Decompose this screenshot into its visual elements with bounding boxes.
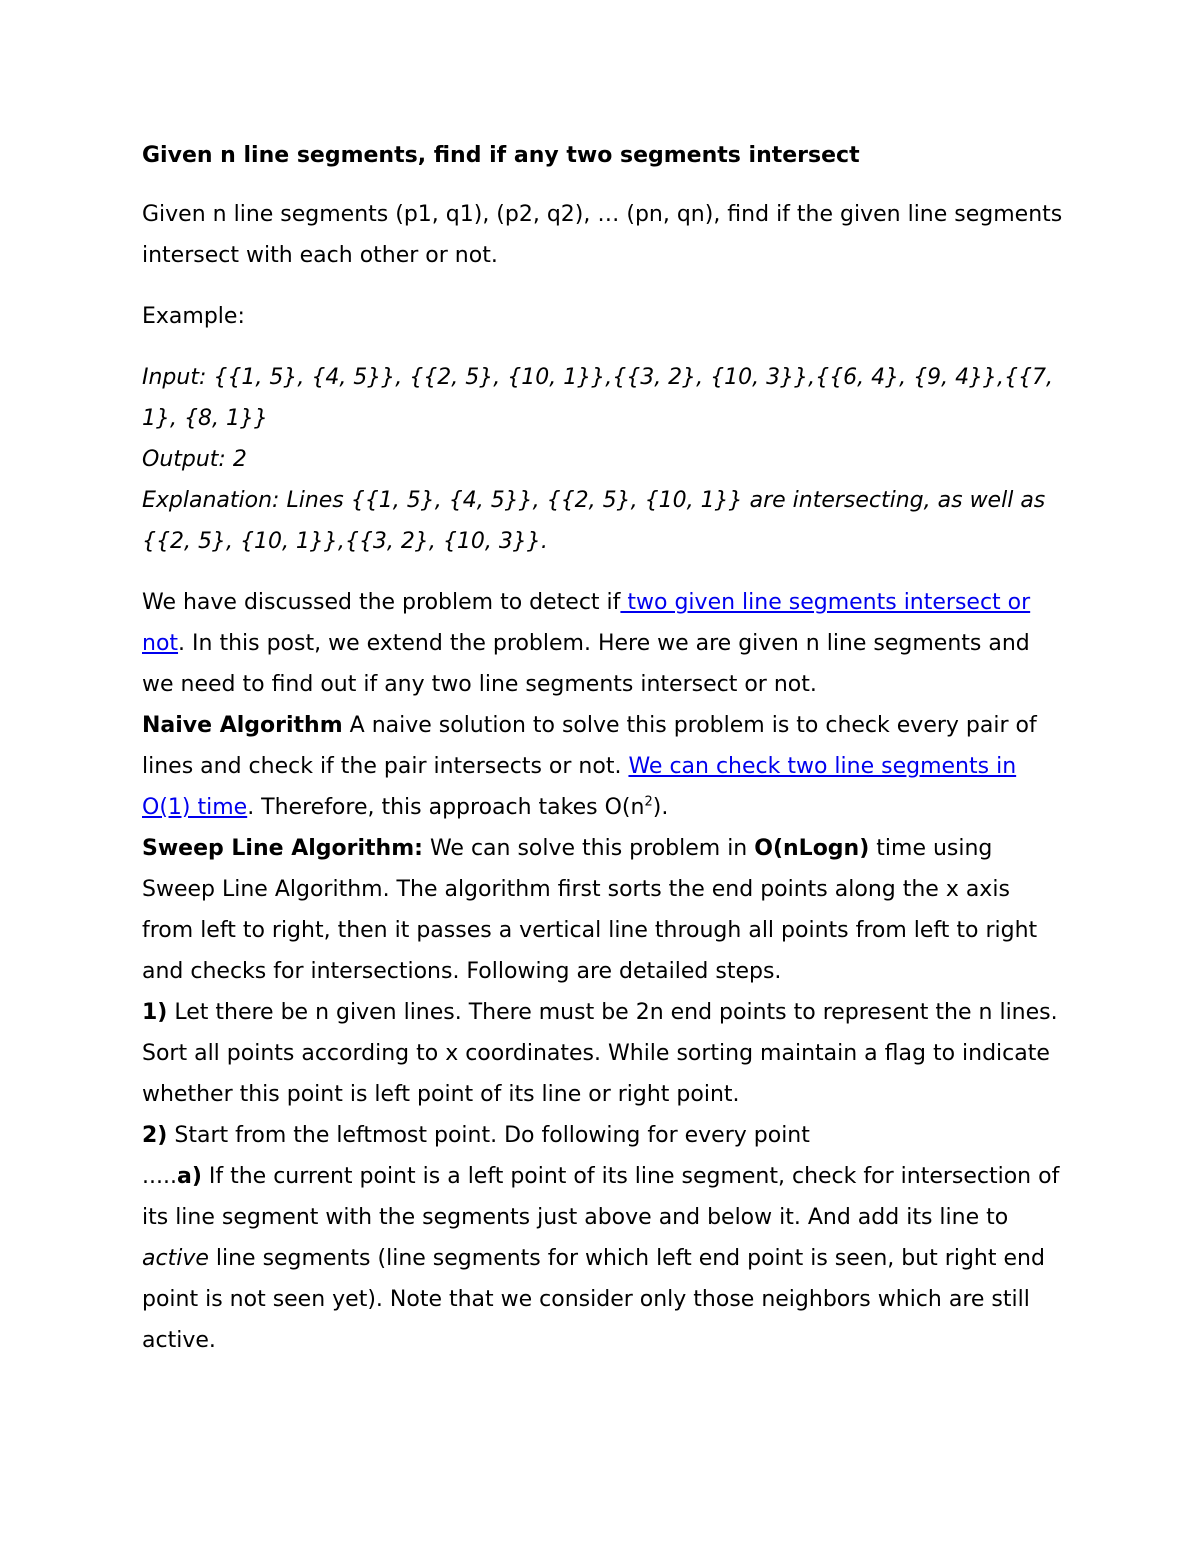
step2a-label: a) [176, 1164, 202, 1189]
discussion-text: We have discussed the problem to detect if [142, 590, 621, 615]
sweep-heading: Sweep Line Algorithm: [142, 836, 423, 861]
discussion-text-rest: . In this post, we extend the problem. Here we are given n line segments and we need to find out if any two line segments intersect or not. [142, 631, 1030, 697]
naive-complexity: . Therefore, this approach takes O(n [247, 795, 645, 820]
two-segments-link[interactable]: two given line segments intersect or not [142, 590, 1031, 656]
step1-text: Let there be n given lines. There must be 2n end points to represent the n lines. Sort all points according to x coordinates. While sorting maintain a flag to indicate whether this point is left point of its line or right point. [142, 1000, 1058, 1107]
example-label: Example: [142, 304, 245, 329]
example-output: Output: 2 [142, 447, 247, 472]
sweep-text-rest: time using Sweep Line Algorithm. The algorithm first sorts the end points along the x axis from left to right, then it passes a vertical line through all points from left to right and checks for intersections. Following are detailed steps. [142, 836, 1038, 984]
sweep-text: We can solve this problem in [422, 836, 755, 861]
active-emphasis: active [142, 1246, 209, 1271]
naive-end: ). [652, 795, 669, 820]
step2a-text-rest: line segments (line segments for which left end point is seen, but right end point is not seen yet). Note that we consider only those neighbors which are still active. [142, 1246, 1045, 1353]
step2-label: 2) [142, 1123, 168, 1148]
step2a-prefix: ..... [142, 1164, 177, 1189]
naive-heading: Naive Algorithm [142, 713, 343, 738]
naive-exponent: 2 [644, 794, 653, 810]
document-title: Given n line segments, find if any two segments intersect [142, 143, 860, 168]
step2-text: Start from the leftmost point. Do following for every point [167, 1123, 810, 1148]
naive-text: A naive solution to solve this problem is to check every pair of lines and check if the pair intersects or not. [142, 713, 1037, 779]
step1-label: 1) [142, 1000, 168, 1025]
check-o1-link[interactable]: We can check two line segments in O(1) time [142, 754, 1017, 820]
step2a-text: If the current point is a left point of its line segment, check for intersection of its line segment with the segments just above and below it. And add its line to [142, 1164, 1060, 1230]
sweep-complexity: O(nLogn) [754, 836, 870, 861]
intro-paragraph: Given n line segments (p1, q1), (p2, q2), … (pn, qn), find if the given line segments intersect with each other or not. [142, 202, 1063, 268]
example-explanation: Explanation: Lines {{1, 5}, {4, 5}}, {{2, 5}, {10, 1}} are intersecting, as well as {{2, 5}, {10, 1}},{{3, 2}, {10, 3}}. [142, 488, 1046, 554]
example-input: Input: {{1, 5}, {4, 5}}, {{2, 5}, {10, 1}},{{3, 2}, {10, 3}},{{6, 4}, {9, 4}},{{7, 1}, {8, 1}} [142, 365, 1054, 431]
body-text [142, 582, 1067, 1361]
